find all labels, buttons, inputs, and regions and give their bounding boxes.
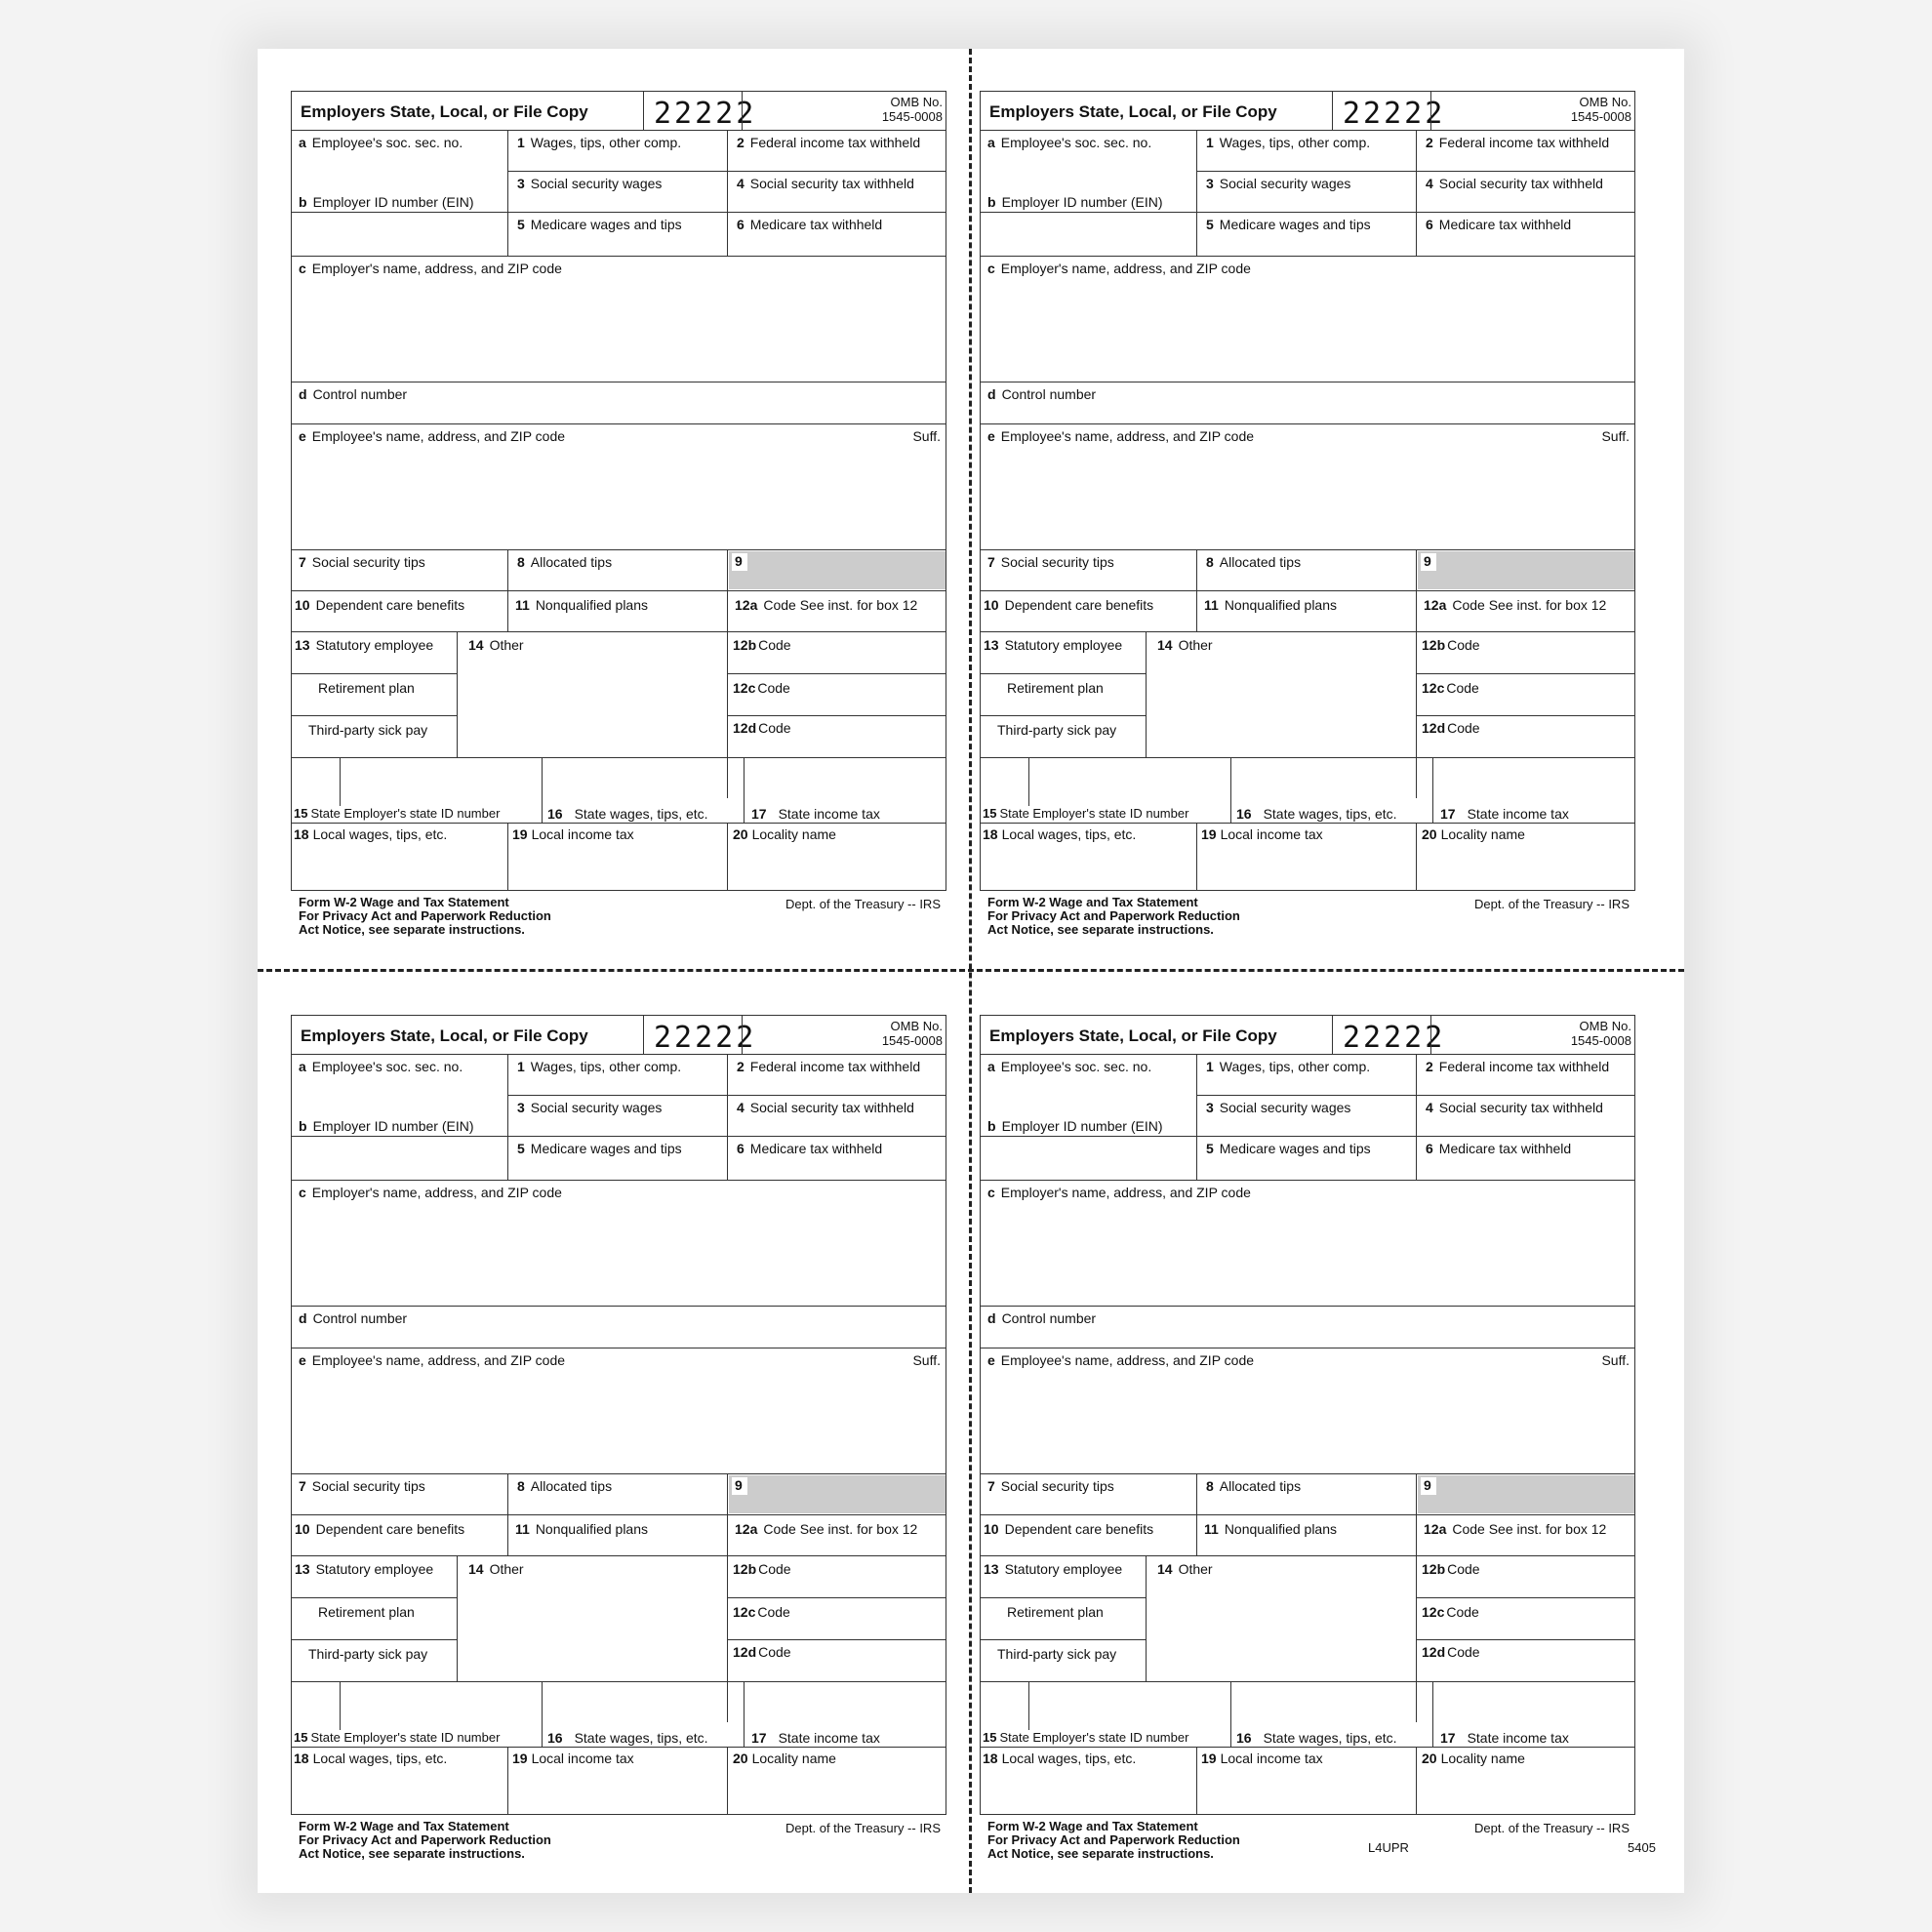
third-party-sick-pay[interactable]: Third-party sick pay	[997, 1646, 1117, 1662]
field-2[interactable]: 2 Federal income tax withheld	[737, 135, 921, 150]
field-4[interactable]: 4 Social security tax withheld	[737, 1100, 914, 1115]
copy-title: Employers State, Local, or File Copy	[301, 1026, 588, 1045]
field-2[interactable]: 2 Federal income tax withheld	[1426, 1059, 1610, 1074]
box-9-shade	[729, 1475, 946, 1513]
field-19[interactable]: 19 Local income tax	[512, 1751, 634, 1766]
field-10[interactable]: 10 Dependent care benefits	[295, 597, 465, 613]
field-e[interactable]: e Employee's name, address, and ZIP code	[299, 1352, 566, 1368]
field-12a[interactable]: 12a Code See inst. for box 12	[735, 1521, 918, 1537]
field-12a[interactable]: 12a Code See inst. for box 12	[1424, 597, 1607, 613]
field-15[interactable]: 15 State Employer's state ID number	[294, 806, 501, 821]
field-3[interactable]: 3 Social security wages	[1206, 1100, 1351, 1115]
field-16[interactable]: 16 State wages, tips, etc.	[547, 1730, 708, 1746]
field-14[interactable]: 14 Other	[1157, 1561, 1213, 1577]
field-b[interactable]: b Employer ID number (EIN)	[299, 194, 474, 210]
copy-title: Employers State, Local, or File Copy	[301, 102, 588, 121]
dept-treasury: Dept. of the Treasury -- IRS	[1474, 897, 1630, 911]
field-7[interactable]: 7 Social security tips	[299, 1478, 425, 1494]
field-12d[interactable]: 12d Code	[1422, 720, 1480, 736]
retirement-plan[interactable]: Retirement plan	[1007, 680, 1104, 696]
field-15[interactable]: 15 State Employer's state ID number	[983, 1730, 1189, 1745]
field-a[interactable]: a Employee's soc. sec. no.	[299, 135, 463, 150]
dept-treasury: Dept. of the Treasury -- IRS	[785, 897, 941, 911]
field-18[interactable]: 18 Local wages, tips, etc.	[983, 826, 1137, 842]
field-12b[interactable]: 12b Code	[1422, 1561, 1480, 1577]
field-12a[interactable]: 12a Code See inst. for box 12	[735, 597, 918, 613]
field-10[interactable]: 10 Dependent care benefits	[984, 597, 1154, 613]
w2-form-top-right	[980, 91, 1635, 979]
field-7[interactable]: 7 Social security tips	[987, 554, 1114, 570]
suffix-label: Suff.	[1601, 428, 1630, 444]
form-code: 22222	[1343, 1021, 1446, 1055]
field-12c[interactable]: 12c Code	[1422, 1604, 1479, 1620]
field-12d[interactable]: 12d Code	[1422, 1644, 1480, 1660]
field-9: 9	[1421, 553, 1436, 571]
field-17[interactable]: 17 State income tax	[1440, 806, 1569, 822]
field-20[interactable]: 20 Locality name	[1422, 1751, 1525, 1766]
field-1[interactable]: 1 Wages, tips, other comp.	[517, 1059, 682, 1074]
field-7[interactable]: 7 Social security tips	[987, 1478, 1114, 1494]
field-11[interactable]: 11 Nonqualified plans	[1204, 1521, 1338, 1537]
field-e[interactable]: e Employee's name, address, and ZIP code	[299, 428, 566, 444]
field-19[interactable]: 19 Local income tax	[1201, 1751, 1323, 1766]
field-16[interactable]: 16 State wages, tips, etc.	[547, 806, 708, 822]
box-9-shade	[1418, 551, 1634, 589]
third-party-sick-pay[interactable]: Third-party sick pay	[997, 722, 1117, 738]
dept-treasury: Dept. of the Treasury -- IRS	[785, 1821, 941, 1835]
field-c[interactable]: c Employer's name, address, and ZIP code	[987, 261, 1251, 276]
field-b[interactable]: b Employer ID number (EIN)	[987, 194, 1163, 210]
field-1[interactable]: 1 Wages, tips, other comp.	[1206, 1059, 1371, 1074]
form-code: 22222	[654, 97, 757, 131]
field-a[interactable]: a Employee's soc. sec. no.	[299, 1059, 463, 1074]
field-3[interactable]: 3 Social security wages	[517, 176, 663, 191]
form-footer: Form W-2 Wage and Tax Statement For Privacy Act and Paperwork Reduction Act Notice, see separate instructions.	[987, 1819, 1240, 1861]
field-11[interactable]: 11 Nonqualified plans	[1204, 597, 1338, 613]
w2-form-bottom-left	[291, 1015, 946, 1903]
w2-form-top-left	[291, 91, 946, 979]
field-11[interactable]: 11 Nonqualified plans	[515, 597, 649, 613]
form-grid	[291, 1015, 946, 1815]
field-6[interactable]: 6 Medicare tax withheld	[1426, 217, 1572, 232]
field-5[interactable]: 5 Medicare wages and tips	[517, 1141, 682, 1156]
dept-treasury: Dept. of the Treasury -- IRS	[1474, 1821, 1630, 1835]
box-9-shade	[1418, 1475, 1634, 1513]
omb-number: OMB No. 1545-0008	[1570, 95, 1631, 124]
field-8[interactable]: 8 Allocated tips	[1206, 1478, 1302, 1494]
field-2[interactable]: 2 Federal income tax withheld	[737, 1059, 921, 1074]
field-c[interactable]: c Employer's name, address, and ZIP code	[299, 261, 562, 276]
field-12b[interactable]: 12b Code	[733, 637, 791, 653]
form-footer: Form W-2 Wage and Tax Statement For Privacy Act and Paperwork Reduction Act Notice, see separate instructions.	[299, 1819, 551, 1861]
field-5[interactable]: 5 Medicare wages and tips	[1206, 1141, 1371, 1156]
field-5[interactable]: 5 Medicare wages and tips	[1206, 217, 1371, 232]
field-6[interactable]: 6 Medicare tax withheld	[1426, 1141, 1572, 1156]
field-12d[interactable]: 12d Code	[733, 720, 791, 736]
field-6[interactable]: 6 Medicare tax withheld	[737, 1141, 883, 1156]
field-12b[interactable]: 12b Code	[1422, 637, 1480, 653]
field-13[interactable]: 13 Statutory employee	[984, 1561, 1123, 1577]
retirement-plan[interactable]: Retirement plan	[1007, 1604, 1104, 1620]
form-grid	[291, 91, 946, 891]
field-4[interactable]: 4 Social security tax withheld	[737, 176, 914, 191]
form-grid	[980, 1015, 1635, 1815]
field-12d[interactable]: 12d Code	[733, 1644, 791, 1660]
field-9: 9	[732, 1477, 747, 1495]
field-13[interactable]: 13 Statutory employee	[984, 637, 1123, 653]
form-code: 22222	[1343, 97, 1446, 131]
field-18[interactable]: 18 Local wages, tips, etc.	[294, 826, 448, 842]
field-13[interactable]: 13 Statutory employee	[295, 637, 434, 653]
field-8[interactable]: 8 Allocated tips	[517, 554, 613, 570]
third-party-sick-pay[interactable]: Third-party sick pay	[308, 722, 428, 738]
field-c[interactable]: c Employer's name, address, and ZIP code	[299, 1185, 562, 1200]
field-11[interactable]: 11 Nonqualified plans	[515, 1521, 649, 1537]
field-14[interactable]: 14 Other	[468, 1561, 524, 1577]
field-20[interactable]: 20 Locality name	[733, 1751, 836, 1766]
field-e[interactable]: e Employee's name, address, and ZIP code	[987, 1352, 1255, 1368]
field-4[interactable]: 4 Social security tax withheld	[1426, 1100, 1603, 1115]
field-7[interactable]: 7 Social security tips	[299, 554, 425, 570]
field-3[interactable]: 3 Social security wages	[517, 1100, 663, 1115]
field-13[interactable]: 13 Statutory employee	[295, 1561, 434, 1577]
field-12c[interactable]: 12c Code	[733, 1604, 790, 1620]
field-19[interactable]: 19 Local income tax	[512, 826, 634, 842]
field-12c[interactable]: 12c Code	[733, 680, 790, 696]
field-c[interactable]: c Employer's name, address, and ZIP code	[987, 1185, 1251, 1200]
field-d[interactable]: d Control number	[299, 1310, 408, 1326]
form-sheet	[258, 49, 1684, 1893]
field-6[interactable]: 6 Medicare tax withheld	[737, 217, 883, 232]
field-14[interactable]: 14 Other	[1157, 637, 1213, 653]
field-2[interactable]: 2 Federal income tax withheld	[1426, 135, 1610, 150]
field-8[interactable]: 8 Allocated tips	[517, 1478, 613, 1494]
field-e[interactable]: e Employee's name, address, and ZIP code	[987, 428, 1255, 444]
field-9: 9	[732, 553, 747, 571]
field-3[interactable]: 3 Social security wages	[1206, 176, 1351, 191]
field-17[interactable]: 17 State income tax	[751, 1730, 880, 1746]
field-b[interactable]: b Employer ID number (EIN)	[299, 1118, 474, 1134]
field-18[interactable]: 18 Local wages, tips, etc.	[983, 1751, 1137, 1766]
field-17[interactable]: 17 State income tax	[751, 806, 880, 822]
field-20[interactable]: 20 Locality name	[1422, 826, 1525, 842]
form-footer: Form W-2 Wage and Tax Statement For Privacy Act and Paperwork Reduction Act Notice, see separate instructions.	[299, 895, 551, 937]
suffix-label: Suff.	[1601, 1352, 1630, 1368]
field-d[interactable]: d Control number	[299, 386, 408, 402]
field-16[interactable]: 16 State wages, tips, etc.	[1236, 806, 1397, 822]
field-10[interactable]: 10 Dependent care benefits	[295, 1521, 465, 1537]
field-20[interactable]: 20 Locality name	[733, 826, 836, 842]
field-16[interactable]: 16 State wages, tips, etc.	[1236, 1730, 1397, 1746]
field-a[interactable]: a Employee's soc. sec. no.	[987, 135, 1152, 150]
suffix-label: Suff.	[912, 1352, 941, 1368]
field-1[interactable]: 1 Wages, tips, other comp.	[517, 135, 682, 150]
retirement-plan[interactable]: Retirement plan	[318, 1604, 415, 1620]
form-grid	[980, 91, 1635, 891]
field-1[interactable]: 1 Wages, tips, other comp.	[1206, 135, 1371, 150]
field-5[interactable]: 5 Medicare wages and tips	[517, 217, 682, 232]
field-10[interactable]: 10 Dependent care benefits	[984, 1521, 1154, 1537]
field-b[interactable]: b Employer ID number (EIN)	[987, 1118, 1163, 1134]
sheet-number: 5405	[1628, 1840, 1656, 1855]
field-12b[interactable]: 12b Code	[733, 1561, 791, 1577]
box-9-shade	[729, 551, 946, 589]
field-17[interactable]: 17 State income tax	[1440, 1730, 1569, 1746]
field-19[interactable]: 19 Local income tax	[1201, 826, 1323, 842]
field-18[interactable]: 18 Local wages, tips, etc.	[294, 1751, 448, 1766]
field-14[interactable]: 14 Other	[468, 637, 524, 653]
field-d[interactable]: d Control number	[987, 386, 1097, 402]
omb-number: OMB No. 1545-0008	[881, 95, 943, 124]
field-a[interactable]: a Employee's soc. sec. no.	[987, 1059, 1152, 1074]
field-12a[interactable]: 12a Code See inst. for box 12	[1424, 1521, 1607, 1537]
field-d[interactable]: d Control number	[987, 1310, 1097, 1326]
omb-number: OMB No. 1545-0008	[1570, 1019, 1631, 1048]
field-8[interactable]: 8 Allocated tips	[1206, 554, 1302, 570]
copy-title: Employers State, Local, or File Copy	[989, 1026, 1277, 1045]
third-party-sick-pay[interactable]: Third-party sick pay	[308, 1646, 428, 1662]
field-4[interactable]: 4 Social security tax withheld	[1426, 176, 1603, 191]
form-footer: Form W-2 Wage and Tax Statement For Privacy Act and Paperwork Reduction Act Notice, see separate instructions.	[987, 895, 1240, 937]
retirement-plan[interactable]: Retirement plan	[318, 680, 415, 696]
omb-number: OMB No. 1545-0008	[881, 1019, 943, 1048]
copy-title: Employers State, Local, or File Copy	[989, 102, 1277, 121]
w2-form-bottom-right	[980, 1015, 1635, 1903]
field-15[interactable]: 15 State Employer's state ID number	[294, 1730, 501, 1745]
sheet-code: L4UPR	[1368, 1840, 1409, 1855]
field-12c[interactable]: 12c Code	[1422, 680, 1479, 696]
form-code: 22222	[654, 1021, 757, 1055]
suffix-label: Suff.	[912, 428, 941, 444]
field-9: 9	[1421, 1477, 1436, 1495]
field-15[interactable]: 15 State Employer's state ID number	[983, 806, 1189, 821]
